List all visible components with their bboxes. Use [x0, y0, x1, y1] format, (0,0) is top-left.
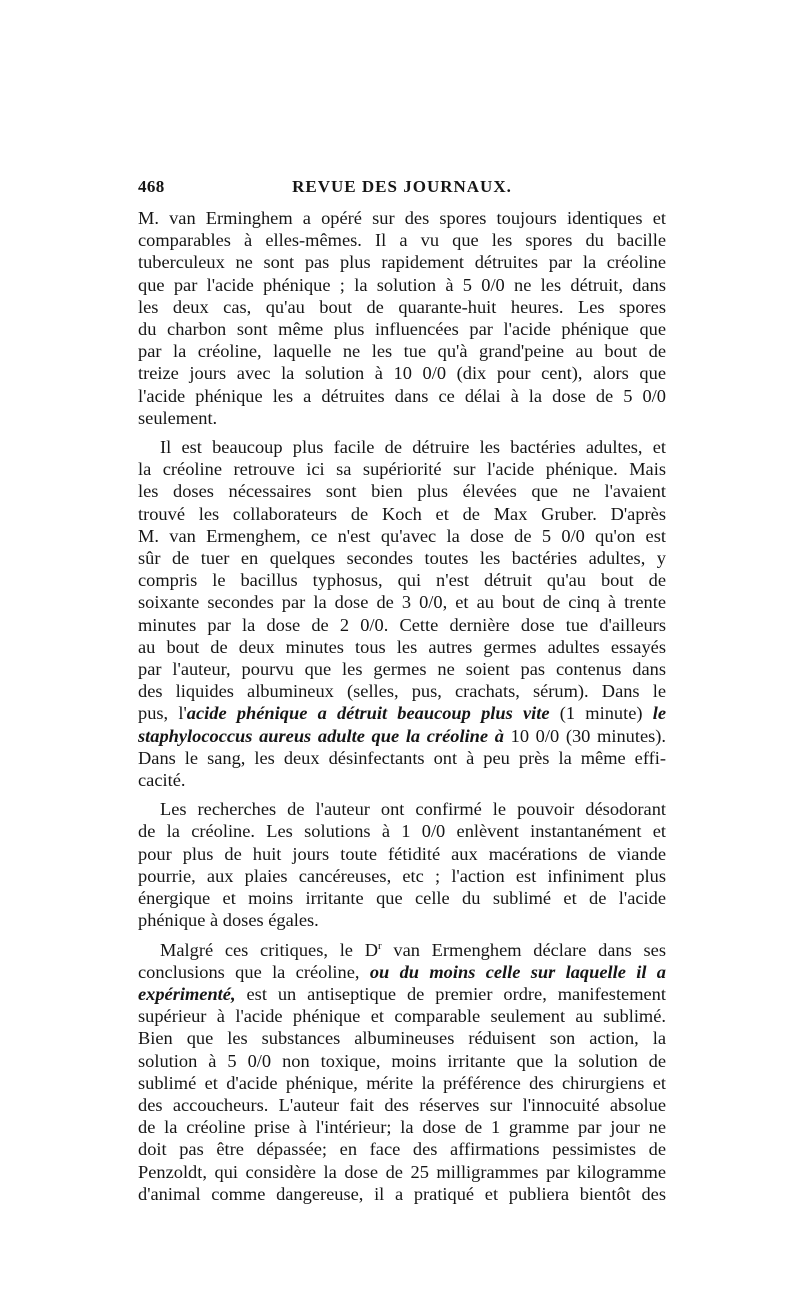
- text-line: soixante secondes par la dose de 3 0/0, et au bout de cinq à trente: [138, 592, 666, 613]
- text-run: van Ermenghem déclare dans ses: [381, 939, 666, 960]
- italic-run: acide phénique a détruit beaucoup plus vite: [186, 703, 550, 724]
- paragraph-2: [138, 436, 666, 791]
- text-line: les doses nécessaires sont bien plus élevées que ne l'avaient: [138, 481, 666, 502]
- text-line: la créoline retrouve ici sa supériorité sur l'acide phénique. Mais: [138, 459, 666, 480]
- text-run: pus, l': [138, 703, 187, 724]
- text-line: des accoucheurs. L'auteur fait des réserves sur l'innocuité absolue: [138, 1094, 666, 1115]
- text-line: comparables à elles-mêmes. Il a vu que les spores du bacille: [138, 230, 666, 251]
- running-head: [138, 177, 666, 199]
- text-line: treize jours avec la solution à 10 0/0 (dix pour cent), alors que: [138, 363, 666, 384]
- text-line-mixed: [138, 939, 666, 961]
- text-line-mixed: [138, 983, 666, 1005]
- text-line: des liquides albumineux (selles, pus, crachats, sérum). Dans le: [138, 681, 666, 702]
- text-line: de la créoline. Les solutions à 1 0/0 enlèvent instantanément et: [138, 821, 666, 842]
- text-line: pour plus de huit jours toute fétidité aux macérations de viande: [138, 843, 666, 864]
- paragraph-3: [138, 798, 666, 931]
- text-line: compris le bacillus typhosus, qui n'est détruit qu'au bout de: [138, 570, 666, 591]
- page-number: 468: [138, 177, 165, 196]
- italic-run: staphylococcus aureus adulte que la créoline à: [138, 725, 504, 746]
- italic-run: expérimenté,: [138, 983, 236, 1004]
- text-line: Bien que les substances albumineuses réduisent son action, la: [138, 1028, 666, 1049]
- text-line: énergique et moins irritante que celle du sublimé et de l'acide: [138, 888, 666, 909]
- paragraph-4: [138, 939, 666, 1205]
- text-line: Dans le sang, les deux désinfectants ont à peu près la même effi-: [138, 747, 666, 768]
- text-line: Penzoldt, qui considère la dose de 25 milligrammes par kilogramme: [138, 1161, 666, 1182]
- italic-run: le: [652, 703, 666, 724]
- text-line: cacité.: [138, 770, 186, 791]
- article-body: [138, 207, 666, 1205]
- text-line: seulement.: [138, 407, 218, 428]
- text-run: (1 minute): [549, 703, 653, 724]
- text-line: d'animal comme dangereuse, il a pratiqué et publiera bientôt des: [138, 1183, 666, 1204]
- text-line: sublimé et d'acide phénique, mérite la préférence des chirurgiens et: [138, 1072, 666, 1093]
- text-line: pourrie, aux plaies cancéreuses, etc ; l'action est infiniment plus: [138, 865, 666, 886]
- text-line: du charbon sont même plus influencées par l'acide phénique que: [138, 319, 666, 340]
- text-line: solution à 5 0/0 non toxique, moins irritante que la solution de: [138, 1050, 666, 1071]
- text-line: trouvé les collaborateurs de Koch et de Max Gruber. D'après: [138, 503, 666, 524]
- text-run: 10 0/0 (30 minutes).: [503, 725, 666, 746]
- text-line: l'acide phénique les a détruites dans ce délai à la dose de 5 0/0: [138, 385, 666, 406]
- text-line: Les recherches de l'auteur ont confirmé le pouvoir désodorant: [160, 799, 666, 820]
- text-run: est un antiseptique de premier ordre, manifestement: [235, 983, 666, 1004]
- text-line: au bout de deux minutes tous les autres germes adultes essayés: [138, 636, 666, 657]
- text-line: que par l'acide phénique ; la solution à 5 0/0 ne les détruit, dans: [138, 274, 666, 295]
- text-line: M. van Ermenghem, ce n'est qu'avec la dose de 5 0/0 qu'on est: [138, 525, 666, 546]
- paragraph-1: [138, 207, 666, 429]
- text-line: tuberculeux ne sont pas plus rapidement détruites par la créoline: [138, 252, 666, 273]
- text-line-mixed: [138, 961, 666, 983]
- text-line: sûr de tuer en quelques secondes toutes les bactéries adultes, y: [138, 548, 666, 569]
- text-line: M. van Erminghem a opéré sur des spores toujours identiques et: [138, 208, 666, 228]
- text-line: minutes par la dose de 2 0/0. Cette dernière dose tue d'ailleurs: [138, 614, 666, 635]
- text-line: par la créoline, laquelle ne les tue qu'à grand'peine au bout de: [138, 341, 666, 362]
- text-line: par l'auteur, pourvu que les germes ne soient pas contenus dans: [138, 659, 666, 680]
- text-line: de la créoline prise à l'intérieur; la dose de 1 gramme par jour ne: [138, 1117, 666, 1138]
- text-line-mixed: [138, 702, 666, 724]
- text-line-mixed: [138, 725, 666, 747]
- journal-title: REVUE DES JOURNAUX.: [292, 177, 512, 196]
- text-run: Malgré ces critiques, le D: [160, 939, 378, 960]
- italic-run: ou du moins celle sur laquelle il a: [369, 961, 666, 982]
- text-run: conclusions que la créoline,: [138, 961, 370, 982]
- text-line: doit pas être dépassée; en face des affirmations pessimistes de: [138, 1139, 666, 1160]
- text-line: Il est beaucoup plus facile de détruire les bactéries adultes, et: [160, 437, 666, 458]
- text-line: les deux cas, qu'au bout de quarante-huit heures. Les spores: [138, 296, 666, 317]
- text-line: phénique à doses égales.: [138, 910, 319, 931]
- text-line: supérieur à l'acide phénique et comparable seulement au sublimé.: [138, 1006, 666, 1027]
- superscript: r: [377, 939, 382, 952]
